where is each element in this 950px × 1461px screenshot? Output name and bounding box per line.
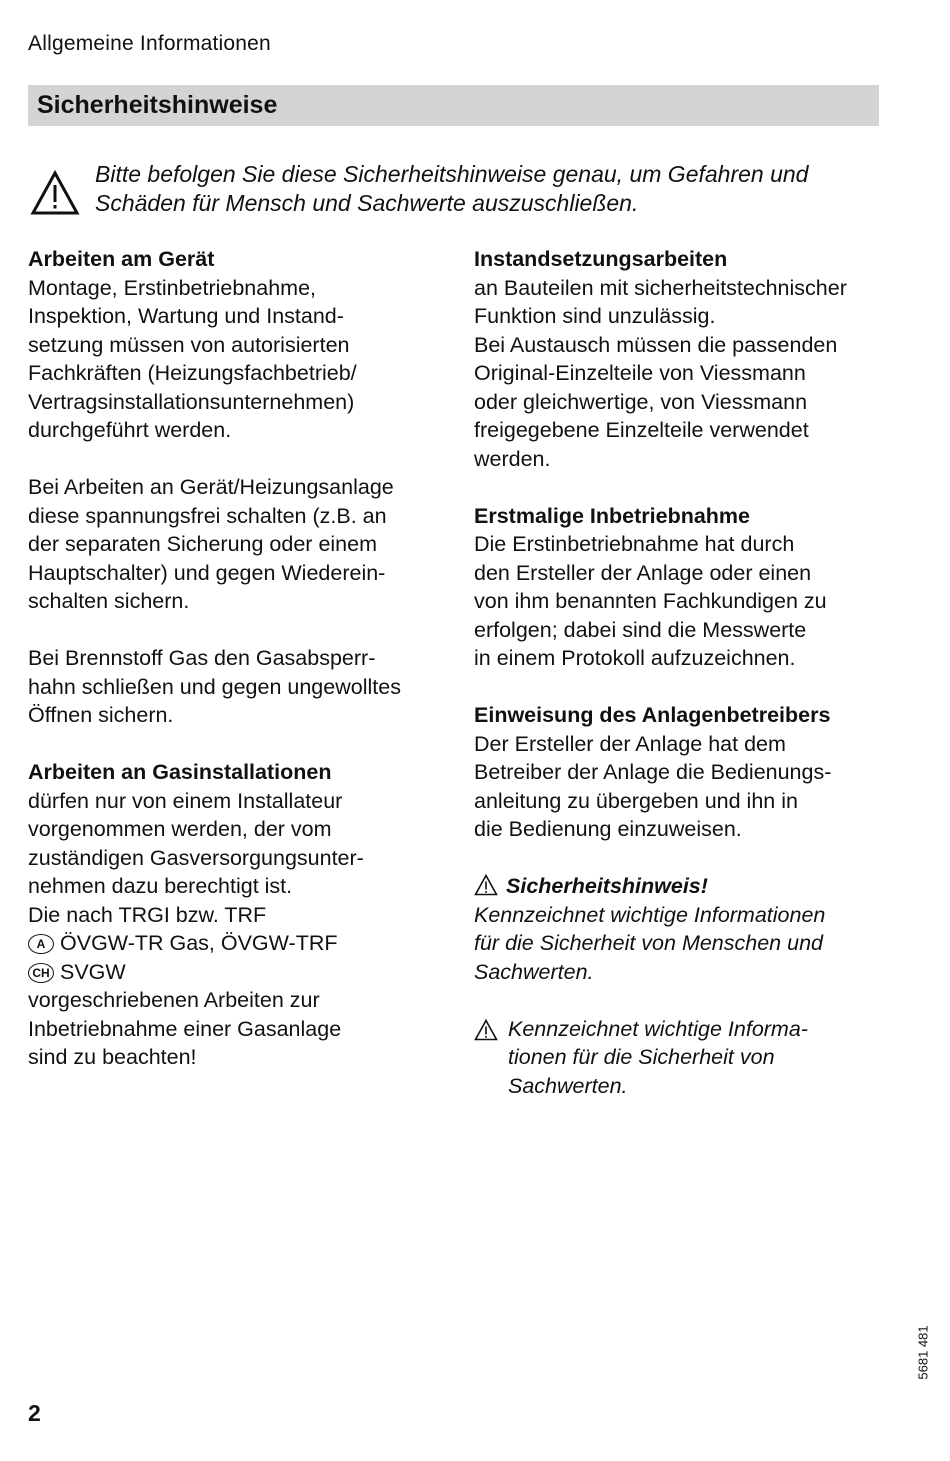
section-gasabsperrhahn <box>28 644 458 730</box>
text-line: diese spannungsfrei schalten (z.B. an <box>28 503 387 528</box>
text-line: Der Ersteller der Anlage hat dem <box>474 731 786 756</box>
text-line: setzung müssen von autorisierten <box>28 332 350 357</box>
text-line: Kennzeichnet wichtige Informa- <box>508 1016 808 1041</box>
text-line: Funktion sind unzulässig. <box>474 304 716 328</box>
safety-note-heading <box>474 872 904 901</box>
text-line: nehmen dazu berechtigt ist. <box>28 874 293 898</box>
country-text: SVGW <box>60 959 126 984</box>
hint-note <box>474 1015 904 1101</box>
right-column <box>474 245 904 1129</box>
text-line: Bei Brennstoff Gas den Gasabsperr- <box>28 646 376 670</box>
warning-triangle-icon <box>474 874 498 896</box>
text-line: hahn schließen und gegen ungewolltes <box>28 674 401 699</box>
section-einweisung <box>474 701 904 844</box>
safety-note <box>474 872 904 986</box>
country-line-switzerland <box>28 958 458 987</box>
text-line: freigegebene Einzelteile verwendet <box>474 418 809 442</box>
text-line: zuständigen Gasversorgungsunter- <box>28 845 364 870</box>
text-line: in einem Protokoll aufzuzeichnen. <box>474 646 796 670</box>
text-line: die Bedienung einzuweisen. <box>474 817 742 841</box>
text-line: dürfen nur von einem Installateur <box>28 788 343 813</box>
section-arbeiten-am-geraet <box>28 245 458 445</box>
intro-line: Bitte befolgen Sie diese Sicherheitshinweise genau, um Gefahren und <box>95 161 809 187</box>
warning-triangle-icon <box>474 1019 498 1041</box>
intro-line: Schäden für Mensch und Sachwerte auszuschließen. <box>95 190 639 216</box>
text-line: Original-Einzelteile von Viessmann <box>474 361 806 385</box>
country-line-austria <box>28 929 458 958</box>
section-heading: Einweisung des Anlagenbetreibers <box>474 703 831 727</box>
left-column <box>28 245 458 1100</box>
country-badge-austria: A <box>28 934 54 954</box>
text-line: Inspektion, Wartung und Instand- <box>28 304 344 328</box>
text-line: tionen für die Sicherheit von <box>508 1045 775 1069</box>
text-line: vorgeschriebenen Arbeiten zur <box>28 988 320 1012</box>
text-line: Betreiber der Anlage die Bedienungs- <box>474 760 832 784</box>
safety-note-label: Sicherheitshinweis! <box>506 874 708 898</box>
text-line: Die Erstinbetriebnahme hat durch <box>474 532 795 556</box>
page-header: Allgemeine Informationen <box>28 32 271 55</box>
page-title: Sicherheitshinweise <box>37 91 278 119</box>
text-line: sind zu beachten! <box>28 1045 197 1069</box>
text-line: werden. <box>474 446 551 471</box>
text-line: von ihm benannten Fachkundigen zu <box>474 589 827 613</box>
section-heading: Arbeiten am Gerät <box>28 247 215 271</box>
section-spannungsfrei <box>28 473 458 616</box>
text-line: an Bauteilen mit sicherheitstechnischer <box>474 275 847 300</box>
text-line: anleitung zu übergeben und ihn in <box>474 788 798 813</box>
text-line: Sachwerten. <box>474 959 594 984</box>
text-line: Öffnen sichern. <box>28 703 174 727</box>
section-heading: Erstmalige Inbetriebnahme <box>474 503 750 528</box>
section-gasinstallationen <box>28 758 458 1072</box>
text-line: der separaten Sicherung oder einem <box>28 532 377 556</box>
text-line: Bei Arbeiten an Gerät/Heizungsanlage <box>28 475 394 499</box>
section-instandsetzung <box>474 245 904 473</box>
country-text: ÖVGW-TR Gas, ÖVGW-TRF <box>60 931 338 955</box>
text-line: Sachwerten. <box>508 1073 628 1098</box>
text-line: durchgeführt werden. <box>28 418 232 442</box>
document-number: 5681 481 <box>915 1325 931 1380</box>
text-line: Montage, Erstinbetriebnahme, <box>28 275 317 300</box>
section-heading: Instandsetzungsarbeiten <box>474 247 728 271</box>
warning-triangle-icon <box>30 170 80 216</box>
intro-text <box>95 160 895 218</box>
text-line: Vertragsinstallationsunternehmen) <box>28 389 355 414</box>
text-line: Bei Austausch müssen die passenden <box>474 332 838 357</box>
text-line: Hauptschalter) und gegen Wiederein- <box>28 560 386 585</box>
country-badge-switzerland: CH <box>28 963 54 983</box>
text-line: Kennzeichnet wichtige Informationen <box>474 902 826 927</box>
page-number: 2 <box>28 1400 41 1426</box>
text-line: Inbetriebnahme einer Gasanlage <box>28 1016 342 1041</box>
text-line: Fachkräften (Heizungsfachbetrieb/ <box>28 361 357 385</box>
text-line: den Ersteller der Anlage oder einen <box>474 560 812 585</box>
section-erstinbetriebnahme <box>474 502 904 673</box>
text-line: erfolgen; dabei sind die Messwerte <box>474 617 807 642</box>
text-line: Die nach TRGI bzw. TRF <box>28 902 267 927</box>
text-line: schalten sichern. <box>28 589 190 613</box>
text-line: vorgenommen werden, der vom <box>28 817 332 841</box>
title-bar <box>28 85 879 126</box>
text-line: oder gleichwertige, von Viessmann <box>474 389 808 414</box>
text-line: für die Sicherheit von Menschen und <box>474 931 823 955</box>
section-heading: Arbeiten an Gasinstallationen <box>28 760 332 784</box>
